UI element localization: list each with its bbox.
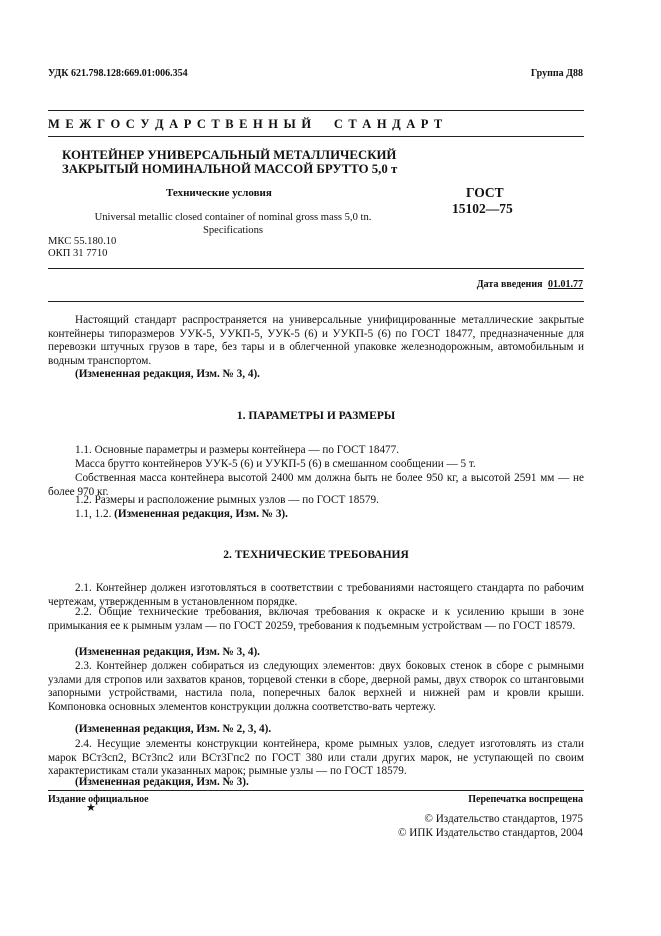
top-rule: [48, 110, 584, 111]
section-1-para-2: Масса брутто контейнеров УУК-5 (6) и УУКП-5 (6) в смешанном сообщении — 5 т.: [75, 458, 476, 470]
section-1-para-3: Собственная масса контейнера высотой 2400 мм должна быть не более 950 кг, а высотой 2591 мм — не более 970 кг.: [48, 472, 584, 498]
classifier-codes: [48, 236, 116, 260]
intro-amendment: (Измененная редакция, Изм. № 3, 4).: [75, 368, 260, 380]
copyright-block: [398, 812, 583, 840]
section-2-para-2: 2.2. Общие технические требования, включая требования к окраске и к усилению крыши в зоне примыкания ее к рымным узлам — по ГОСТ 20259, требования к подъемным устройствам — по ГОСТ 18579.: [48, 606, 584, 632]
mks-code: МКС 55.180.10: [48, 236, 117, 247]
subtitle: Технические условия: [166, 187, 272, 199]
udk-code: УДК 621.798.128:669.01:006.354: [48, 68, 188, 79]
footer-rule: [48, 790, 584, 791]
gost-designation: [452, 185, 513, 217]
gost-number: 15102—75: [452, 201, 513, 216]
section-1-amendment-text: (Измененная редакция, Изм. № 3).: [114, 508, 288, 520]
intro-date-value: 01.01.77: [548, 279, 583, 290]
intro-date-label: Дата введения: [476, 279, 543, 290]
star-icon: ★: [86, 802, 96, 814]
official-edition: Издание официальное: [48, 794, 149, 805]
section-2-para-1: 2.1. Контейнер должен изготовляться в соответствии с требованиями настоящего стандарта по рабочим чертежам, утвержденным в установленном порядке.: [48, 582, 584, 608]
copyright-1: © Издательство стандартов, 1975: [424, 813, 583, 825]
standard-type: М Е Ж Г О С У Д А Р С Т В Е Н Н Ы Й С Т А Н Д А Р Т: [48, 117, 444, 131]
section-2-amendment-2: (Измененная редакция, Изм. № 2, 3, 4).: [75, 723, 272, 735]
english-title-line-2: Specifications: [202, 225, 263, 236]
section-2-amendment-3: (Измененная редакция, Изм. № 3).: [75, 776, 249, 788]
section-1-heading: 1. ПАРАМЕТРЫ И РАЗМЕРЫ: [236, 410, 396, 422]
title-line-2: ЗАКРЫТЫЙ НОМИНАЛЬНОЙ МАССОЙ БРУТТО 5,0 т: [62, 162, 398, 176]
section-2-heading: 2. ТЕХНИЧЕСКИЕ ТРЕБОВАНИЯ: [223, 549, 409, 561]
section-2-amendment-1: (Измененная редакция, Изм. № 3, 4).: [75, 646, 260, 658]
gost-label: ГОСТ: [466, 185, 504, 200]
intro-paragraph: Настоящий стандарт распространяется на универсальные унифицированные металлические закрытые контейнеры типоразмеров УУК-5, УУКП-5, УУК-5 (6) и УУКП-5 (6) по ГОСТ 18477, предназначенные для перевозки штучных грузов в таре, без тары и в облегченной упаковке железнодорожным, автомобильным и водным транспортом.: [48, 314, 584, 367]
english-title: [74, 211, 392, 237]
intro-rule: [48, 301, 584, 302]
group-code: Группа Д88: [530, 68, 583, 79]
reprint-notice: Перепечатка воспрещена: [468, 794, 583, 805]
section-2-para-3: 2.3. Контейнер должен собираться из следующих элементов: двух боковых стенок в сборе с рымными узлами для стропов или захватов кранов, торцевой стенки в сборе, дверной рамы, двух створок со штанговыми запорными устройствами, настила пола, поперечных балок верхней и нижней рам и кровли крыши. Компоновка основных элементов конструкции должна соответство-вать чертежу.: [48, 660, 584, 713]
section-2-para-4: 2.4. Несущие элементы конструкции контейнера, кроме рымных узлов, следует изготовлять из стали марок ВСт3сп2, ВСт3пс2 или ВСт3Гпс2 по ГОСТ 380 или стали других марок, не уступающей по своим характеристикам стали указанных марок; рымные узлы — по ГОСТ 18579.: [48, 738, 584, 778]
english-title-line-1: Universal metallic closed container of nominal gross mass 5,0 tn.: [94, 212, 372, 223]
document-title: [62, 148, 397, 176]
second-rule: [48, 136, 584, 137]
title-rule: [48, 268, 584, 269]
section-1-para-4: 1.2. Размеры и расположение рымных узлов — по ГОСТ 18579.: [75, 494, 379, 506]
section-1-para-1: 1.1. Основные параметры и размеры контейнера — по ГОСТ 18477.: [75, 444, 400, 456]
intro-date: [477, 279, 583, 290]
copyright-2: © ИПК Издательство стандартов, 2004: [397, 827, 583, 839]
okp-code: ОКП 31 7710: [48, 248, 108, 259]
title-line-1: КОНТЕЙНЕР УНИВЕРСАЛЬНЫЙ МЕТАЛЛИЧЕСКИЙ: [62, 148, 397, 162]
section-1-amendment-items: 1.1, 1.2.: [75, 508, 112, 520]
section-1-amendment: [48, 508, 584, 522]
